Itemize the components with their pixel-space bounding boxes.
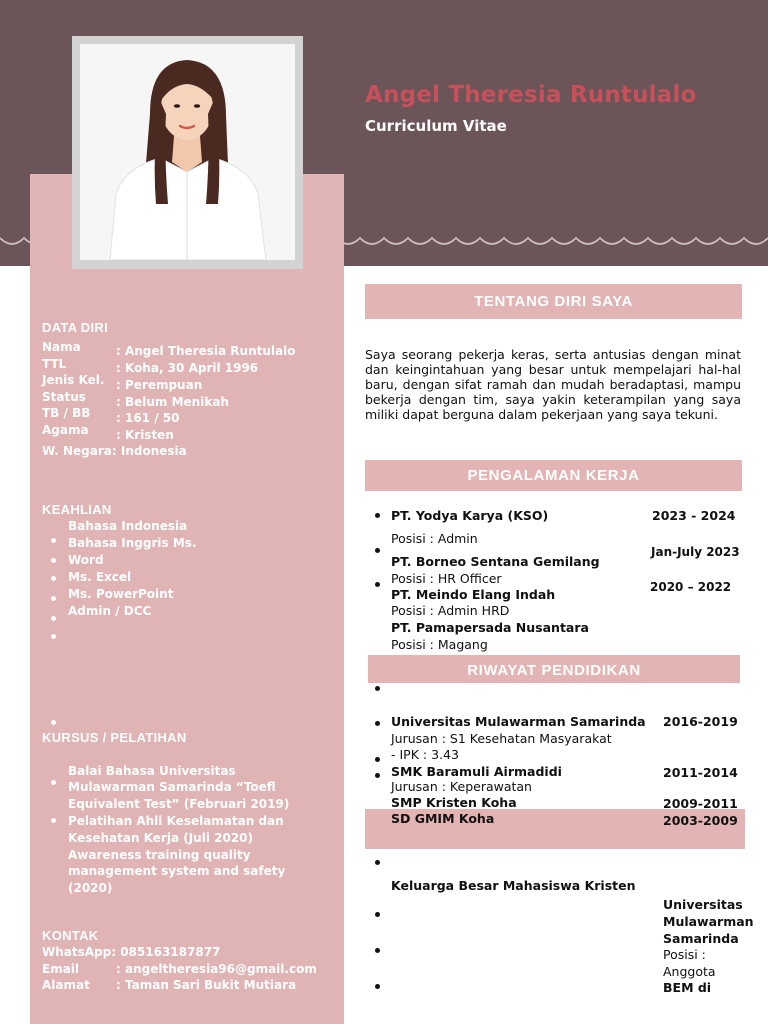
bullet-dot [375, 912, 380, 917]
bullet-dot [375, 860, 380, 865]
value-agama: : Kristen [116, 428, 174, 442]
job-period: Jan-July 2023 [651, 545, 740, 559]
organization-line: Universitas [663, 897, 743, 912]
bullet-dot [375, 948, 380, 953]
bullet-dot [375, 513, 380, 518]
job-period: 2023 - 2024 [652, 508, 736, 523]
about-paragraph: Saya seorang pekerja keras, serta antusias dengan minat dan keingintahuan yang besar untuk mempelajari hal-hal baru, dengan sifat ramah dan mudah beradaptasi, mampu bekerja dengan tim, saya yakin keterampilan yang saya miliki dapat berguna dalam pekerjaan yang saya tekuni. [365, 347, 741, 422]
bullet-dot [51, 720, 56, 725]
school-detail: Jurusan : Keperawatan [391, 779, 532, 794]
job-position: Posisi : Magang [391, 637, 488, 652]
bullet-dot [51, 558, 56, 563]
label-ttl: TTL [42, 357, 67, 371]
course-line: Equivalent Test” (Februari 2019) [68, 797, 290, 811]
organization-line: Mulawarman [663, 914, 754, 929]
skill-item: Word [68, 553, 104, 567]
school-years: 2009-2011 [663, 796, 738, 811]
section-heading-keahlian: KEAHLIAN [42, 502, 112, 517]
profile-photo [80, 44, 295, 260]
candidate-name: Angel Theresia Runtulalo [365, 82, 697, 108]
organization-line: Posisi : [663, 947, 706, 962]
school-years: 2016-2019 [663, 714, 738, 729]
contact-email-label: Email [42, 962, 80, 976]
profile-photo-frame [72, 36, 303, 269]
bullet-dot [375, 757, 380, 762]
bullet-dot [51, 818, 56, 823]
contact-address-value: : Taman Sari Bukit Mutiara [116, 978, 297, 992]
value-nationality: W. Negara: Indonesia [42, 444, 187, 458]
section-heading-kontak: KONTAK [42, 928, 99, 943]
course-line: management system and safety [68, 864, 286, 878]
course-line: Awareness training quality [68, 848, 251, 862]
bullet-dot [375, 721, 380, 726]
bullet-dot [375, 548, 380, 553]
job-company: PT. Pamapersada Nusantara [391, 620, 589, 635]
organization-name: Keluarga Besar Mahasiswa Kristen [391, 878, 636, 893]
label-nama: Nama [42, 340, 81, 354]
bullet-dot [51, 596, 56, 601]
bullet-dot [375, 686, 380, 691]
course-line: (2020) [68, 881, 113, 895]
job-company: PT. Meindo Elang Indah [391, 587, 556, 602]
course-line: Pelatihan Ahli Keselamatan dan [68, 814, 284, 828]
bullet-dot [375, 984, 380, 989]
label-tb-bb: TB / BB [42, 406, 91, 420]
label-jenis-kelamin: Jenis Kel. [42, 373, 105, 387]
school-name: SMK Baramuli Airmadidi [391, 764, 562, 779]
value-nama: : Angel Theresia Runtulalo [116, 344, 296, 358]
job-period: 2020 – 2022 [650, 580, 732, 594]
school-name: SMP Kristen Koha [391, 795, 517, 810]
school-name: Universitas Mulawarman Samarinda [391, 714, 646, 729]
bullet-dot [51, 538, 56, 543]
organization-line: Anggota [663, 964, 716, 979]
bullet-dot [51, 634, 56, 639]
organization-line: BEM di [663, 980, 712, 995]
course-line: Kesehatan Kerja (Juli 2020) [68, 831, 254, 845]
organization-line: Samarinda [663, 931, 739, 946]
document-subtitle: Curriculum Vitae [365, 117, 507, 135]
section-heading-tentang: TENTANG DIRI SAYA [474, 293, 633, 310]
bullet-dot [51, 576, 56, 581]
school-detail: Jurusan : S1 Kesehatan Masyarakat [391, 731, 612, 746]
section-heading-data-diri: DATA DIRI [42, 320, 109, 335]
left-sidebar [30, 174, 344, 1024]
course-line: Balai Bahasa Universitas [68, 764, 236, 778]
job-position: Posisi : Admin [391, 531, 478, 546]
bullet-dot [51, 616, 56, 621]
school-name: SD GMIM Koha [391, 811, 495, 826]
school-years: 2011-2014 [663, 765, 738, 780]
value-ttl: : Koha, 30 April 1996 [116, 361, 259, 375]
job-position: Posisi : Admin HRD [391, 603, 510, 618]
label-agama: Agama [42, 423, 89, 437]
value-jenis-kelamin: : Perempuan [116, 378, 203, 392]
bullet-dot [375, 582, 380, 587]
skill-item: Bahasa Indonesia [68, 519, 188, 533]
job-company: PT. Yodya Karya (KSO) [391, 508, 549, 523]
value-tb-bb: : 161 / 50 [116, 411, 180, 425]
course-line: Mulawarman Samarinda “Toefl [68, 780, 276, 794]
value-status: : Belum Menikah [116, 395, 229, 409]
section-heading-pengalaman: PENGALAMAN KERJA [467, 467, 640, 484]
contact-address-label: Alamat [42, 978, 90, 992]
school-detail: - IPK : 3.43 [391, 747, 459, 762]
contact-whatsapp: WhatsApp: 085163187877 [42, 945, 221, 959]
school-years: 2003-2009 [663, 813, 738, 828]
job-position: Posisi : HR Officer [391, 571, 502, 586]
label-status: Status [42, 390, 86, 404]
bullet-dot [51, 780, 56, 785]
skill-item: Ms. Excel [68, 570, 132, 584]
skill-item: Admin / DCC [68, 604, 152, 618]
skill-item: Ms. PowerPoint [68, 587, 174, 601]
section-heading-kursus: KURSUS / PELATIHAN [42, 730, 187, 745]
section-heading-pendidikan: RIWAYAT PENDIDIKAN [467, 662, 641, 679]
contact-email-value[interactable]: : angeltheresia96@gmail.com [116, 962, 317, 976]
skill-item: Bahasa Inggris Ms. [68, 536, 197, 550]
job-company: PT. Borneo Sentana Gemilang [391, 554, 600, 569]
bullet-dot [375, 773, 380, 778]
